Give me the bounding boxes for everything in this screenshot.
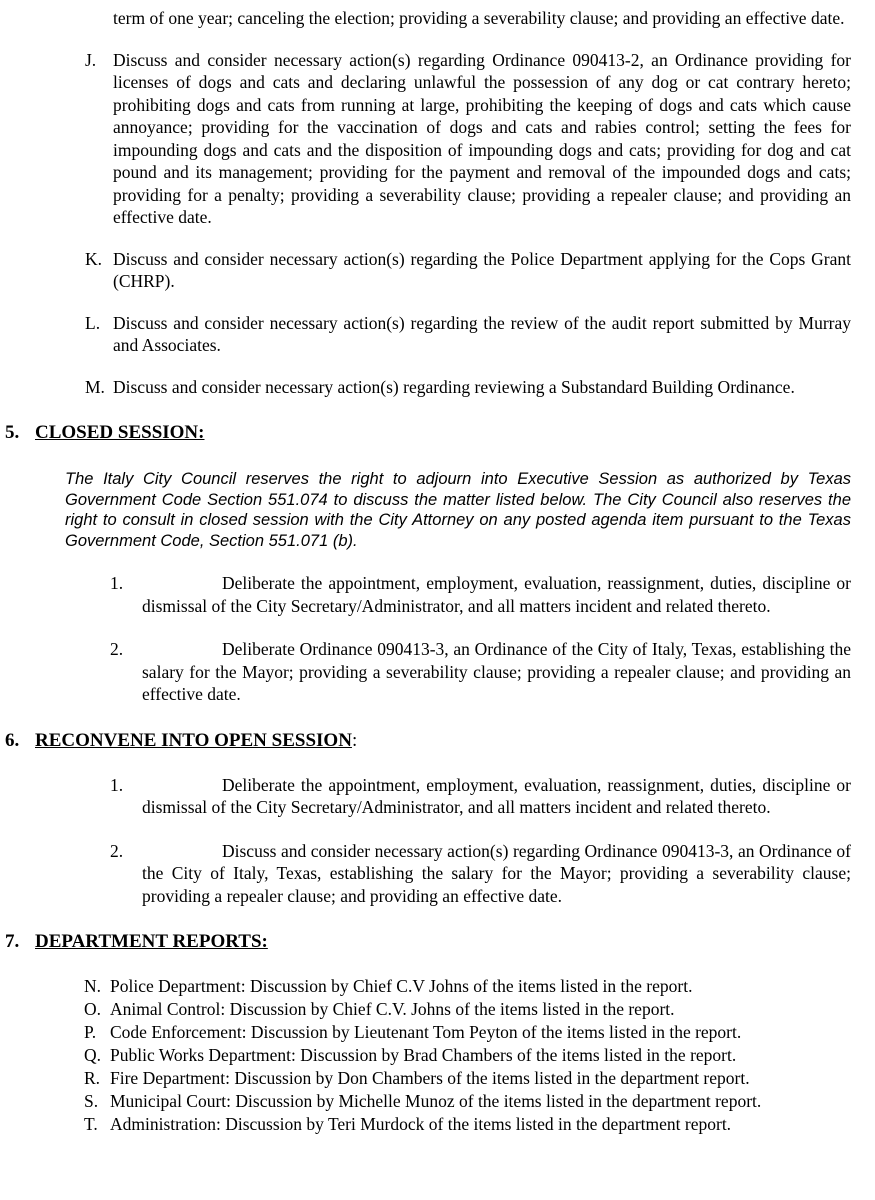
section-title: CLOSED SESSION: bbox=[35, 422, 205, 443]
item-text: Discuss and consider necessary action(s) regarding Ordinance 090413-3, an Ordinance of the City of Italy, Texas, establishing the salary for the Mayor; providing a severability clause; providing a repealer clause; and providing an effective date. bbox=[142, 840, 851, 906]
item-letter: J. bbox=[85, 49, 97, 70]
section-number: 6. bbox=[5, 729, 20, 751]
dept-item-code-enforcement bbox=[84, 1021, 851, 1044]
item-letter: S. bbox=[84, 1091, 99, 1111]
closed-session-item-2 bbox=[110, 638, 851, 706]
dept-item-police bbox=[84, 975, 851, 998]
department-reports-list bbox=[84, 975, 851, 1136]
item-letter: K. bbox=[85, 248, 103, 269]
continuation-paragraph: term of one year; canceling the election; providing a severability clause; and providing an effective date. bbox=[113, 8, 845, 28]
item-letter: T. bbox=[84, 1114, 98, 1134]
item-letter: N. bbox=[84, 976, 102, 996]
item-text: Discuss and consider necessary action(s) regarding reviewing a Substandard Building Ordinance. bbox=[113, 376, 795, 397]
item-letter: O. bbox=[84, 999, 102, 1019]
dept-item-administration bbox=[84, 1113, 851, 1136]
item-letter: Q. bbox=[84, 1045, 102, 1065]
item-text: Deliberate Ordinance 090413-3, an Ordinance of the City of Italy, Texas, establishing the salary for the Mayor; providing a severability clause; providing a repealer clause; and providing an effective date. bbox=[142, 639, 851, 704]
item-number: 1. bbox=[110, 774, 124, 795]
agenda-item-k bbox=[85, 248, 851, 293]
dept-item-animal-control bbox=[84, 998, 851, 1021]
item-text: Discuss and consider necessary action(s) regarding the Police Department applying for the Cops Grant (CHRP). bbox=[113, 248, 851, 291]
dept-item-fire bbox=[84, 1067, 851, 1090]
item-text: Discuss and consider necessary action(s) regarding Ordinance 090413-2, an Ordinance providing for licenses of dogs and cats and declaring unlawful the possession of any dog or cat contrary hereto; prohibiting dogs and cats from running at large, prohibiting the keeping of dogs and cats which cause annoyance; providing for the vaccination of dogs and cats and rabies control; setting the fees for impounding dogs and cats and the disposition of impounding dogs and cats; providing for dog and cat pound and its management; providing for the payment and removal of the impounded dogs and cats; providing for a penalty; providing a severability clause; providing a repealer clause; and providing an effective date. bbox=[113, 49, 851, 227]
section-colon: : bbox=[351, 729, 358, 751]
reconvene-item-2 bbox=[110, 840, 851, 908]
item-text: Discuss and consider necessary action(s) regarding the review of the audit report submitted by Murray and Associates. bbox=[113, 312, 851, 355]
item-letter: L. bbox=[85, 312, 101, 333]
agenda-item-j bbox=[85, 49, 851, 229]
section-number: 5. bbox=[5, 422, 20, 443]
reconvene-item-1 bbox=[110, 774, 851, 819]
item-text: Deliberate the appointment, employment, evaluation, reassignment, duties, discipline or dismissal of the City Secretary/Administrator, and all matters incident and related thereto. bbox=[142, 573, 851, 616]
item-text: Deliberate the appointment, employment, evaluation, reassignment, duties, discipline or dismissal of the City Secretary/Administrator, and all matters incident and related thereto. bbox=[142, 774, 851, 817]
section-title: DEPARTMENT REPORTS: bbox=[35, 931, 268, 952]
item-letter: P. bbox=[84, 1022, 97, 1042]
dept-item-municipal-court bbox=[84, 1090, 851, 1113]
item-text: Fire Department: Discussion by Don Chambers of the items listed in the department report. bbox=[110, 1068, 750, 1088]
closed-session-item-1 bbox=[110, 572, 851, 617]
executive-session-notice: The Italy City Council reserves the right to adjourn into Executive Session as authorized by Texas Government Code Section 551.074 to discuss the matter listed below. The City Council also reserves the right to consult in closed session with the City Attorney on any posted agenda item pursuant to the Texas Government Code, Section 551.071 (b). bbox=[65, 470, 851, 550]
section-title: RECONVENE INTO OPEN SESSION bbox=[35, 729, 352, 751]
item-letter: R. bbox=[84, 1068, 101, 1088]
item-text: Administration: Discussion by Teri Murdock of the items listed in the department report. bbox=[110, 1114, 732, 1134]
item-number: 2. bbox=[110, 639, 124, 659]
item-text: Municipal Court: Discussion by Michelle Munoz of the items listed in the department report. bbox=[110, 1091, 762, 1111]
dept-item-public-works bbox=[84, 1044, 851, 1067]
section-heading-closed-session bbox=[5, 421, 851, 445]
item-text: Police Department: Discussion by Chief C.V Johns of the items listed in the report. bbox=[110, 976, 693, 996]
section-number: 7. bbox=[5, 931, 20, 952]
item-text: Public Works Department: Discussion by Brad Chambers of the items listed in the report. bbox=[110, 1045, 737, 1065]
agenda-item-m bbox=[85, 376, 851, 399]
item-text: Animal Control: Discussion by Chief C.V. Johns of the items listed in the report. bbox=[110, 999, 675, 1019]
agenda-item-l bbox=[85, 312, 851, 357]
section-heading-department-reports bbox=[5, 930, 851, 954]
item-letter: M. bbox=[85, 376, 105, 397]
item-number: 2. bbox=[110, 840, 124, 861]
item-text: Code Enforcement: Discussion by Lieutenant Tom Peyton of the items listed in the report. bbox=[110, 1022, 742, 1042]
item-number: 1. bbox=[110, 573, 124, 593]
section-heading-reconvene bbox=[5, 729, 851, 753]
